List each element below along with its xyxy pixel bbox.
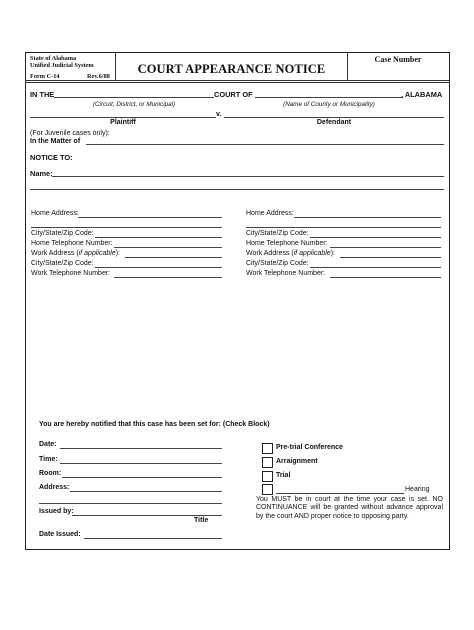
trial-label: Trial bbox=[276, 472, 291, 479]
home-address-line-2[interactable] bbox=[31, 227, 222, 228]
form-number: Form C-14 bbox=[30, 73, 60, 80]
form-title: COURT APPEARANCE NOTICE bbox=[137, 62, 326, 76]
court-of-label: COURT OF bbox=[214, 90, 253, 99]
trial-checkbox[interactable] bbox=[262, 471, 273, 482]
hearing-checkbox[interactable] bbox=[262, 484, 273, 495]
issued-by-label: Issued by: bbox=[39, 508, 74, 515]
plaintiff-label: Plaintiff bbox=[110, 119, 136, 126]
hearing-type-field[interactable] bbox=[276, 493, 404, 494]
work-city-field-2[interactable] bbox=[310, 267, 441, 268]
address-field[interactable] bbox=[70, 491, 222, 492]
system-label: Unified Judicial System bbox=[30, 62, 94, 69]
work-address-label-2: Work Address (if applicable): bbox=[246, 250, 335, 257]
arraignment-label: Arraignment bbox=[276, 458, 318, 465]
juvenile-matter-field[interactable] bbox=[86, 144, 444, 145]
case-number-field[interactable] bbox=[352, 66, 444, 78]
address-label: Address: bbox=[39, 484, 70, 491]
home-address-label-2: Home Address: bbox=[246, 210, 294, 217]
date-label: Date: bbox=[39, 441, 57, 448]
address-line-2[interactable] bbox=[39, 503, 222, 504]
work-address-field[interactable] bbox=[125, 257, 222, 258]
home-phone-field-2[interactable] bbox=[330, 247, 441, 248]
in-matter-label: In the Matter of bbox=[30, 138, 81, 145]
court-type-field[interactable] bbox=[54, 97, 214, 98]
form-border bbox=[25, 52, 450, 550]
date-issued-field[interactable] bbox=[84, 538, 222, 539]
pretrial-label: Pre-trial Conference bbox=[276, 444, 343, 451]
name-label: Name: bbox=[30, 169, 53, 178]
juvenile-note: (For Juvenile cases only): bbox=[30, 130, 110, 137]
case-number-label: Case Number bbox=[374, 55, 422, 64]
work-city-label-2: City/State/Zip Code: bbox=[246, 260, 309, 267]
work-phone-label-2: Work Telephone Number: bbox=[246, 270, 326, 277]
date-field[interactable] bbox=[60, 448, 222, 449]
time-label: Time: bbox=[39, 456, 58, 463]
arraignment-checkbox[interactable] bbox=[262, 457, 273, 468]
room-field[interactable] bbox=[62, 477, 222, 478]
home-city-label: City/State/Zip Code: bbox=[31, 230, 94, 237]
county-hint: (Name of County or Municipality) bbox=[283, 101, 375, 108]
home-phone-label-2: Home Telephone Number: bbox=[246, 240, 328, 247]
hearing-label: Hearing bbox=[405, 486, 430, 493]
name-extra-line[interactable] bbox=[30, 189, 444, 190]
work-city-field[interactable] bbox=[95, 267, 222, 268]
work-phone-field-2[interactable] bbox=[330, 277, 441, 278]
work-phone-field[interactable] bbox=[114, 277, 222, 278]
notice-to-label: NOTICE TO: bbox=[30, 153, 73, 162]
defendant-label: Defendant bbox=[316, 119, 352, 126]
pretrial-checkbox[interactable] bbox=[262, 443, 273, 454]
home-address-field-2[interactable] bbox=[294, 217, 441, 218]
work-address-label: Work Address (if applicable): bbox=[31, 250, 120, 257]
home-phone-label: Home Telephone Number: bbox=[31, 240, 113, 247]
work-address-field-2[interactable] bbox=[340, 257, 441, 258]
home-city-field-2[interactable] bbox=[310, 237, 441, 238]
notified-statement: You are hereby notified that this case has been set for: (Check Block) bbox=[39, 421, 270, 428]
date-issued-label: Date Issued: bbox=[39, 531, 81, 538]
county-field[interactable] bbox=[255, 97, 403, 98]
home-city-field[interactable] bbox=[95, 237, 222, 238]
court-type-hint: (Circuit, District, or Municipal) bbox=[92, 101, 176, 108]
home-city-label-2: City/State/Zip Code: bbox=[246, 230, 309, 237]
issued-by-field[interactable] bbox=[72, 515, 222, 516]
home-address-label: Home Address: bbox=[31, 210, 79, 217]
title-label: Title bbox=[194, 517, 209, 524]
versus-label: v. bbox=[216, 111, 222, 118]
home-address-field[interactable] bbox=[78, 217, 222, 218]
plaintiff-field[interactable] bbox=[30, 117, 216, 118]
work-city-label: City/State/Zip Code: bbox=[31, 260, 94, 267]
revision-label: Rev.6/88 bbox=[87, 73, 110, 80]
time-field[interactable] bbox=[60, 463, 222, 464]
state-label: State of Alabama bbox=[30, 55, 77, 62]
in-the-label: IN THE bbox=[30, 90, 55, 99]
alabama-label: , ALABAMA bbox=[401, 90, 443, 99]
home-phone-field[interactable] bbox=[114, 247, 222, 248]
header-bottom-rule-2 bbox=[25, 82, 449, 83]
appearance-warning: You MUST be in court at the time your case is set. NO CONTINUANCE will be granted without advance approval by the court AND proper notice to opposing party. bbox=[256, 496, 443, 520]
room-label: Room: bbox=[39, 470, 62, 477]
work-phone-label: Work Telephone Number: bbox=[31, 270, 111, 277]
home-address-line-2b[interactable] bbox=[246, 227, 441, 228]
defendant-field[interactable] bbox=[224, 117, 444, 118]
header-bottom-rule bbox=[25, 80, 449, 81]
name-field[interactable] bbox=[52, 176, 444, 177]
